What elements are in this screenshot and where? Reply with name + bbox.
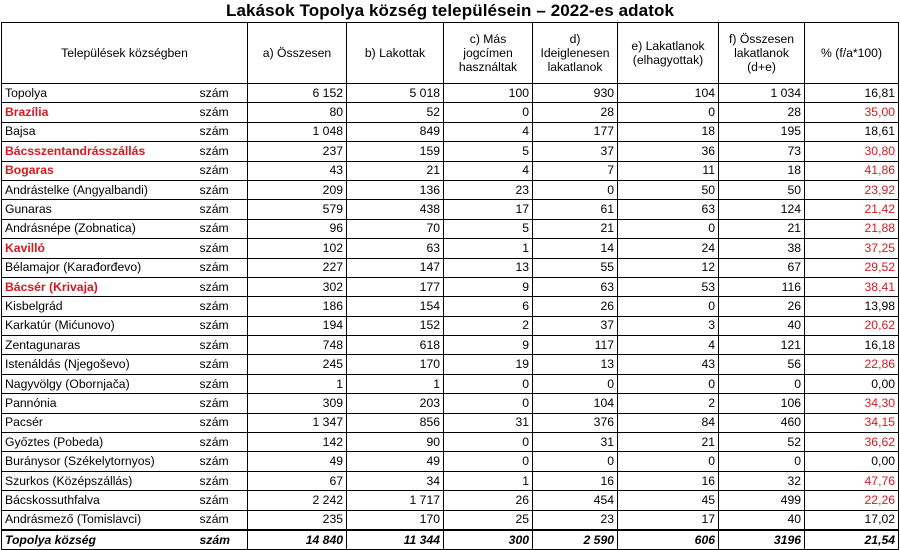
total-name: Topolya község — [2, 530, 200, 550]
table-row — [2, 122, 899, 141]
cell-temp-empty: 26 — [533, 297, 618, 316]
cell-other-use: 19 — [444, 355, 533, 374]
table-row — [2, 394, 899, 413]
cell-total-empty: 460 — [719, 413, 805, 432]
cell-other-use: 0 — [444, 433, 533, 452]
cell-other-use: 26 — [444, 491, 533, 510]
settlement-name: Pacsér — [2, 413, 200, 432]
cell-other-use: 17 — [444, 200, 533, 219]
cell-total: 2 242 — [248, 491, 347, 510]
table-row — [2, 161, 899, 180]
cell-total: 194 — [248, 316, 347, 335]
cell-other-use: 4 — [444, 161, 533, 180]
cell-abandoned: 17 — [618, 510, 719, 530]
cell-temp-empty: 13 — [533, 355, 618, 374]
cell-temp-empty: 63 — [533, 277, 618, 296]
table-row — [2, 239, 899, 258]
cell-abandoned: 11 — [618, 161, 719, 180]
cell-abandoned: 50 — [618, 180, 719, 199]
cell-temp-empty: 104 — [533, 394, 618, 413]
cell-occupied: 49 — [347, 452, 444, 471]
cell-abandoned: 36 — [618, 142, 719, 161]
page-title: Lakások Topolya község településein – 2022-es adatok — [225, 1, 674, 20]
cell-occupied: 1 — [347, 374, 444, 393]
cell-total-empty: 18 — [719, 161, 805, 180]
cell-percent: 34,15 — [805, 413, 899, 432]
cell-percent: 34,30 — [805, 394, 899, 413]
col-header-total: a) Összesen — [248, 23, 347, 84]
cell-temp-empty: 28 — [533, 103, 618, 122]
col-header-abandoned: e) Lakatlanok (elhagyottak) — [618, 23, 719, 84]
cell-total-empty: 3196 — [719, 530, 805, 550]
unit-label: szám — [200, 258, 248, 277]
cell-abandoned: 0 — [618, 219, 719, 238]
unit-label: szám — [200, 84, 248, 103]
settlement-name: Andrásnépe (Zobnatica) — [2, 219, 200, 238]
settlement-name: Topolya — [2, 84, 200, 103]
cell-occupied: 154 — [347, 297, 444, 316]
cell-total-empty: 56 — [719, 355, 805, 374]
cell-total-empty: 116 — [719, 277, 805, 296]
cell-abandoned: 0 — [618, 374, 719, 393]
cell-total-empty: 1 034 — [719, 84, 805, 103]
table-row — [2, 277, 899, 296]
unit-label: szám — [200, 161, 248, 180]
total-row — [2, 530, 899, 550]
cell-occupied: 856 — [347, 413, 444, 432]
cell-total: 80 — [248, 103, 347, 122]
table-body — [2, 84, 899, 550]
cell-other-use: 0 — [444, 452, 533, 471]
cell-temp-empty: 930 — [533, 84, 618, 103]
unit-label: szám — [200, 200, 248, 219]
table-row — [2, 510, 899, 530]
cell-occupied: 159 — [347, 142, 444, 161]
col-header-percent: % (f/a*100) — [805, 23, 899, 84]
cell-total-empty: 121 — [719, 336, 805, 355]
cell-percent: 35,00 — [805, 103, 899, 122]
cell-total-empty: 50 — [719, 180, 805, 199]
cell-other-use: 6 — [444, 297, 533, 316]
cell-occupied: 177 — [347, 277, 444, 296]
settlement-name: Zentagunaras — [2, 336, 200, 355]
unit-label: szám — [200, 530, 248, 550]
cell-temp-empty: 454 — [533, 491, 618, 510]
cell-total: 67 — [248, 471, 347, 490]
settlement-name: Karkatúr (Mićunovo) — [2, 316, 200, 335]
cell-percent: 23,92 — [805, 180, 899, 199]
cell-percent: 36,62 — [805, 433, 899, 452]
cell-total: 1 — [248, 374, 347, 393]
cell-abandoned: 21 — [618, 433, 719, 452]
settlement-name: Szurkos (Középszállás) — [2, 471, 200, 490]
table-row — [2, 219, 899, 238]
cell-total-empty: 0 — [719, 452, 805, 471]
col-header-occupied: b) Lakottak — [347, 23, 444, 84]
cell-temp-empty: 0 — [533, 452, 618, 471]
cell-total-empty: 124 — [719, 200, 805, 219]
cell-occupied: 5 018 — [347, 84, 444, 103]
cell-occupied: 21 — [347, 161, 444, 180]
cell-percent: 37,25 — [805, 239, 899, 258]
cell-total-empty: 26 — [719, 297, 805, 316]
settlement-name: Bácskossuthfalva — [2, 491, 200, 510]
unit-label: szám — [200, 491, 248, 510]
cell-percent: 16,81 — [805, 84, 899, 103]
cell-abandoned: 43 — [618, 355, 719, 374]
col-header-name: Települések községben — [2, 23, 248, 84]
cell-abandoned: 45 — [618, 491, 719, 510]
cell-total: 43 — [248, 161, 347, 180]
cell-other-use: 5 — [444, 219, 533, 238]
cell-other-use: 0 — [444, 374, 533, 393]
unit-label: szám — [200, 122, 248, 141]
cell-temp-empty: 55 — [533, 258, 618, 277]
table-row — [2, 491, 899, 510]
settlement-name: Istenáldás (Njegoševo) — [2, 355, 200, 374]
cell-total: 302 — [248, 277, 347, 296]
unit-label: szám — [200, 510, 248, 530]
cell-occupied: 136 — [347, 180, 444, 199]
cell-other-use: 31 — [444, 413, 533, 432]
cell-total: 237 — [248, 142, 347, 161]
unit-label: szám — [200, 316, 248, 335]
settlement-name: Nagyvölgy (Obornjača) — [2, 374, 200, 393]
cell-temp-empty: 376 — [533, 413, 618, 432]
table-row — [2, 180, 899, 199]
unit-label: szám — [200, 180, 248, 199]
cell-temp-empty: 2 590 — [533, 530, 618, 550]
cell-occupied: 52 — [347, 103, 444, 122]
cell-abandoned: 0 — [618, 452, 719, 471]
settlement-name: Andrásmező (Tomislavci) — [2, 510, 200, 530]
table-row — [2, 258, 899, 277]
cell-temp-empty: 23 — [533, 510, 618, 530]
cell-percent: 38,41 — [805, 277, 899, 296]
unit-label: szám — [200, 413, 248, 432]
cell-total: 14 840 — [248, 530, 347, 550]
cell-other-use: 300 — [444, 530, 533, 550]
settlement-name: Bajsa — [2, 122, 200, 141]
cell-total: 142 — [248, 433, 347, 452]
unit-label: szám — [200, 277, 248, 296]
cell-total-empty: 28 — [719, 103, 805, 122]
settlement-name: Gunaras — [2, 200, 200, 219]
cell-occupied: 203 — [347, 394, 444, 413]
cell-percent: 18,61 — [805, 122, 899, 141]
unit-label: szám — [200, 219, 248, 238]
cell-total: 235 — [248, 510, 347, 530]
table-row — [2, 200, 899, 219]
cell-other-use: 4 — [444, 122, 533, 141]
cell-occupied: 1 717 — [347, 491, 444, 510]
cell-percent: 13,98 — [805, 297, 899, 316]
unit-label: szám — [200, 394, 248, 413]
settlement-name: Kavilló — [2, 239, 200, 258]
cell-other-use: 0 — [444, 103, 533, 122]
cell-total-empty: 32 — [719, 471, 805, 490]
cell-percent: 20,62 — [805, 316, 899, 335]
cell-abandoned: 53 — [618, 277, 719, 296]
cell-total-empty: 52 — [719, 433, 805, 452]
cell-occupied: 170 — [347, 355, 444, 374]
cell-other-use: 25 — [444, 510, 533, 530]
settlement-name: Győztes (Pobeda) — [2, 433, 200, 452]
settlement-name: Buránysor (Székelytornyos) — [2, 452, 200, 471]
cell-other-use: 100 — [444, 84, 533, 103]
cell-temp-empty: 177 — [533, 122, 618, 141]
cell-occupied: 147 — [347, 258, 444, 277]
cell-occupied: 170 — [347, 510, 444, 530]
unit-label: szám — [200, 374, 248, 393]
cell-abandoned: 18 — [618, 122, 719, 141]
unit-label: szám — [200, 452, 248, 471]
cell-percent: 22,86 — [805, 355, 899, 374]
cell-abandoned: 0 — [618, 103, 719, 122]
cell-abandoned: 606 — [618, 530, 719, 550]
cell-temp-empty: 37 — [533, 142, 618, 161]
cell-total-empty: 195 — [719, 122, 805, 141]
table-row — [2, 297, 899, 316]
cell-abandoned: 16 — [618, 471, 719, 490]
cell-percent: 22,26 — [805, 491, 899, 510]
cell-temp-empty: 16 — [533, 471, 618, 490]
unit-label: szám — [200, 471, 248, 490]
cell-occupied: 11 344 — [347, 530, 444, 550]
cell-other-use: 5 — [444, 142, 533, 161]
cell-temp-empty: 7 — [533, 161, 618, 180]
cell-other-use: 13 — [444, 258, 533, 277]
cell-total-empty: 40 — [719, 316, 805, 335]
cell-percent: 29,52 — [805, 258, 899, 277]
cell-other-use: 23 — [444, 180, 533, 199]
cell-total-empty: 21 — [719, 219, 805, 238]
cell-temp-empty: 0 — [533, 374, 618, 393]
settlement-name: Pannónia — [2, 394, 200, 413]
cell-temp-empty: 61 — [533, 200, 618, 219]
cell-occupied: 90 — [347, 433, 444, 452]
unit-label: szám — [200, 355, 248, 374]
table-row — [2, 142, 899, 161]
table-row — [2, 336, 899, 355]
cell-temp-empty: 117 — [533, 336, 618, 355]
cell-abandoned: 63 — [618, 200, 719, 219]
cell-total-empty: 106 — [719, 394, 805, 413]
settlement-name: Kisbelgrád — [2, 297, 200, 316]
cell-percent: 0,00 — [805, 374, 899, 393]
cell-occupied: 152 — [347, 316, 444, 335]
cell-total: 309 — [248, 394, 347, 413]
cell-temp-empty: 31 — [533, 433, 618, 452]
cell-occupied: 70 — [347, 219, 444, 238]
cell-total-empty: 67 — [719, 258, 805, 277]
cell-total: 96 — [248, 219, 347, 238]
cell-other-use: 9 — [444, 336, 533, 355]
cell-other-use: 1 — [444, 239, 533, 258]
cell-total: 186 — [248, 297, 347, 316]
cell-abandoned: 24 — [618, 239, 719, 258]
cell-total: 748 — [248, 336, 347, 355]
table-row — [2, 413, 899, 432]
cell-other-use: 0 — [444, 394, 533, 413]
cell-percent: 41,86 — [805, 161, 899, 180]
cell-percent: 30,80 — [805, 142, 899, 161]
cell-abandoned: 3 — [618, 316, 719, 335]
cell-percent: 21,42 — [805, 200, 899, 219]
cell-occupied: 438 — [347, 200, 444, 219]
settlement-name: Andrástelke (Angyalbandi) — [2, 180, 200, 199]
cell-total: 579 — [248, 200, 347, 219]
cell-occupied: 63 — [347, 239, 444, 258]
cell-total-empty: 38 — [719, 239, 805, 258]
cell-percent: 21,54 — [805, 530, 899, 550]
cell-total-empty: 40 — [719, 510, 805, 530]
settlement-name: Bélamajor (Karađorđevo) — [2, 258, 200, 277]
settlement-name: Brazília — [2, 103, 200, 122]
cell-total: 1 347 — [248, 413, 347, 432]
cell-abandoned: 12 — [618, 258, 719, 277]
cell-temp-empty: 0 — [533, 180, 618, 199]
cell-temp-empty: 14 — [533, 239, 618, 258]
table-row — [2, 355, 899, 374]
cell-other-use: 9 — [444, 277, 533, 296]
table-row — [2, 316, 899, 335]
table-row — [2, 84, 899, 103]
unit-label: szám — [200, 433, 248, 452]
cell-percent: 47,76 — [805, 471, 899, 490]
col-header-total-empty: f) Összesen lakatlanok (d+e) — [719, 23, 805, 84]
unit-label: szám — [200, 297, 248, 316]
housing-table — [1, 22, 899, 550]
cell-abandoned: 0 — [618, 297, 719, 316]
table-row — [2, 452, 899, 471]
cell-abandoned: 104 — [618, 84, 719, 103]
cell-percent: 0,00 — [805, 452, 899, 471]
cell-total: 49 — [248, 452, 347, 471]
unit-label: szám — [200, 239, 248, 258]
settlement-name: Bácsér (Krivaja) — [2, 277, 200, 296]
unit-label: szám — [200, 142, 248, 161]
settlement-name: Bácsszentandrásszállás — [2, 142, 200, 161]
cell-temp-empty: 37 — [533, 316, 618, 335]
cell-temp-empty: 21 — [533, 219, 618, 238]
settlement-name: Bogaras — [2, 161, 200, 180]
cell-other-use: 1 — [444, 471, 533, 490]
cell-abandoned: 2 — [618, 394, 719, 413]
unit-label: szám — [200, 336, 248, 355]
col-header-other-use: c) Más jogcímen használtak — [444, 23, 533, 84]
cell-total: 227 — [248, 258, 347, 277]
cell-occupied: 849 — [347, 122, 444, 141]
cell-total: 209 — [248, 180, 347, 199]
cell-total: 1 048 — [248, 122, 347, 141]
cell-total-empty: 0 — [719, 374, 805, 393]
cell-abandoned: 84 — [618, 413, 719, 432]
header-row — [2, 23, 899, 84]
cell-total: 102 — [248, 239, 347, 258]
cell-other-use: 2 — [444, 316, 533, 335]
cell-percent: 16,18 — [805, 336, 899, 355]
cell-percent: 21,88 — [805, 219, 899, 238]
table-row — [2, 103, 899, 122]
cell-total-empty: 499 — [719, 491, 805, 510]
cell-occupied: 618 — [347, 336, 444, 355]
table-row — [2, 471, 899, 490]
table-row — [2, 433, 899, 452]
cell-total: 245 — [248, 355, 347, 374]
unit-label: szám — [200, 103, 248, 122]
cell-abandoned: 4 — [618, 336, 719, 355]
cell-total: 6 152 — [248, 84, 347, 103]
table-row — [2, 374, 899, 393]
cell-percent: 17,02 — [805, 510, 899, 530]
cell-total-empty: 73 — [719, 142, 805, 161]
cell-occupied: 34 — [347, 471, 444, 490]
col-header-temp-empty: d) Ideiglenesen lakatlanok — [533, 23, 618, 84]
